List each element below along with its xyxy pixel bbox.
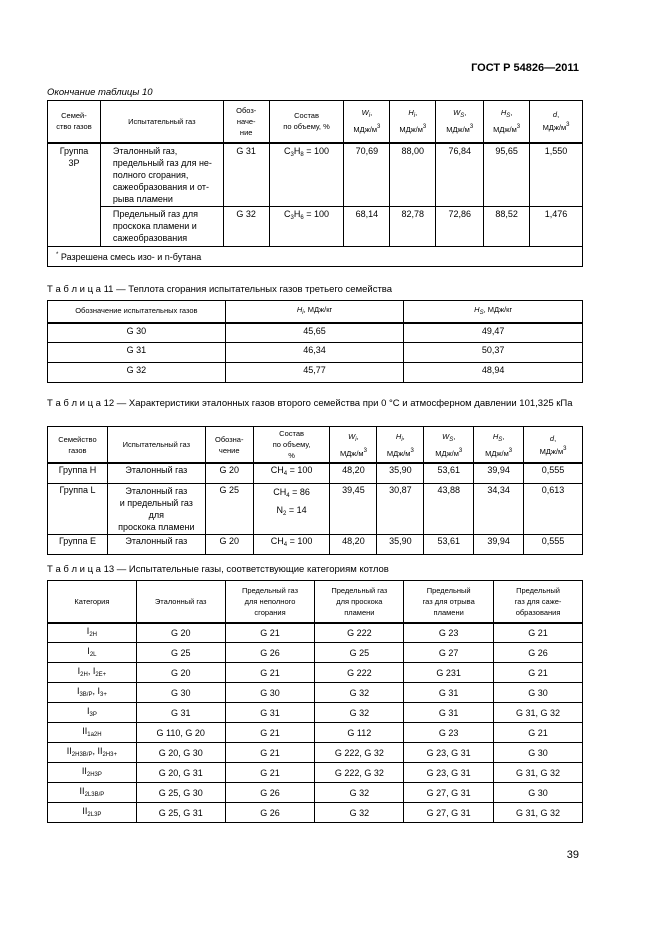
t13-ref-1: G 20 — [136, 623, 225, 643]
t10-comp-1: $C_3H_8 = 100$ — [269, 143, 344, 207]
t11-code-3: G 32 — [48, 363, 226, 383]
t12-ws-2: 43,88 — [424, 483, 474, 534]
t13-lift-10: G 27, G 31 — [404, 803, 494, 823]
t10-gas-2: Предельный газ для проскока пламени и сажеобразования — [100, 206, 223, 246]
t10-gas-1: Эталонный газ, предельный газ для не-полного сгорания, сажеобразования и от-рыва пламени — [100, 143, 223, 207]
t10-comp-2: $C_3H_6 = 100$ — [269, 206, 344, 246]
t13-ref-7: G 20, G 30 — [136, 743, 225, 763]
table-row — [48, 463, 583, 483]
t13-cat-6: $II_{1a2H}$ — [48, 723, 137, 743]
t12-d-3: 0,555 — [524, 534, 583, 554]
t13-soot-1: G 21 — [494, 623, 583, 643]
t10-header-d: d, МДж/$м^3$ — [530, 101, 583, 143]
t13-soot-2: G 26 — [494, 643, 583, 663]
t13-flash-5: G 32 — [315, 703, 404, 723]
t12-header-gas: Испытательный газ — [107, 427, 205, 464]
t11-hi-1: 45,65 — [225, 323, 404, 343]
table11 — [47, 300, 583, 383]
table13-caption: Т а б л и ц а 13 — Испытательные газы, соответствующие категориям котлов — [47, 564, 389, 575]
t13-ref-3: G 20 — [136, 663, 225, 683]
table11-caption: Т а б л и ц а 11 — Теплота сгорания испытательных газов третьего семейства — [47, 284, 393, 295]
table-row — [48, 363, 583, 383]
t12-comp-2: $CH_4 = 86$ $N_2 = 14$ — [253, 483, 330, 534]
t10-wi-2: 68,14 — [344, 206, 390, 246]
t12-header-ws: $W_S$, МДж/$м^3$ — [424, 427, 474, 464]
t13-ref-10: G 25, G 31 — [136, 803, 225, 823]
t13-flash-3: G 222 — [315, 663, 404, 683]
t13-header-lift: Предельный газ для отрыва пламени — [404, 581, 494, 623]
t13-flash-10: G 32 — [315, 803, 404, 823]
table10 — [47, 100, 583, 267]
t12-header-d: d, МДж/$м^3$ — [524, 427, 583, 464]
t13-lift-7: G 23, G 31 — [404, 743, 494, 763]
t13-soot-8: G 31, G 32 — [494, 763, 583, 783]
t13-flash-4: G 32 — [315, 683, 404, 703]
table-row — [48, 703, 583, 723]
t13-lift-5: G 31 — [404, 703, 494, 723]
t13-inc-6: G 21 — [225, 723, 315, 743]
t13-cat-4: $I_{3B/P}$, $I_{3+}$ — [48, 683, 137, 703]
t12-hs-1: 39,94 — [474, 463, 524, 483]
t11-code-2: G 31 — [48, 343, 226, 363]
table-row — [48, 723, 583, 743]
t10-header-family: Семей- ство газов — [48, 101, 101, 143]
t13-inc-4: G 30 — [225, 683, 315, 703]
t13-lift-4: G 31 — [404, 683, 494, 703]
t11-hs-1: 49,47 — [404, 323, 583, 343]
table-row — [48, 534, 583, 554]
table12 — [47, 426, 583, 555]
t12-header-code: Обозна- чение — [205, 427, 253, 464]
t13-soot-10: G 31, G 32 — [494, 803, 583, 823]
t10-ws-1: 76,84 — [436, 143, 484, 207]
t10-footnote: * Разрешена смесь изо- и n-бутана — [48, 246, 583, 266]
t11-hi-2: 46,34 — [225, 343, 404, 363]
t13-ref-4: G 30 — [136, 683, 225, 703]
t11-hi-3: 45,77 — [225, 363, 404, 383]
t12-d-1: 0,555 — [524, 463, 583, 483]
t10-header-ws: $W_S$, МДж/$м^3$ — [436, 101, 484, 143]
t13-flash-2: G 25 — [315, 643, 404, 663]
table-row — [48, 783, 583, 803]
t10-wi-1: 70,69 — [344, 143, 390, 207]
t13-ref-6: G 110, G 20 — [136, 723, 225, 743]
t12-comp-1: $CH_4 = 100$ — [253, 463, 330, 483]
t12-gas-3: Эталонный газ — [107, 534, 205, 554]
t13-inc-8: G 21 — [225, 763, 315, 783]
t13-inc-5: G 31 — [225, 703, 315, 723]
t12-header-wi: $W_i$, МДж/$м^3$ — [330, 427, 377, 464]
t13-ref-2: G 25 — [136, 643, 225, 663]
t10-code-1: G 31 — [223, 143, 269, 207]
t12-wi-3: 48,20 — [330, 534, 377, 554]
t13-soot-3: G 21 — [494, 663, 583, 683]
t13-inc-9: G 26 — [225, 783, 315, 803]
t12-comp-3: $CH_4 = 100$ — [253, 534, 330, 554]
t10-header-hi: $H_i$, МДж/$м^3$ — [390, 101, 436, 143]
table-row — [48, 143, 583, 207]
t10-family: Группа 3Р — [48, 143, 101, 247]
table-row — [48, 623, 583, 643]
t12-code-1: G 20 — [205, 463, 253, 483]
t13-cat-1: $I_{2H}$ — [48, 623, 137, 643]
t12-header-hi: $H_i$, МДж/$м^3$ — [377, 427, 424, 464]
table-row — [48, 323, 583, 343]
t13-lift-9: G 27, G 31 — [404, 783, 494, 803]
t10-header-code: Обоз- наче- ние — [223, 101, 269, 143]
t13-cat-9: $II_{2L3B/P}$ — [48, 783, 137, 803]
t13-cat-5: $I_{3P}$ — [48, 703, 137, 723]
t13-cat-3: $I_{2H}$, $I_{2E+}$ — [48, 663, 137, 683]
t10-code-2: G 32 — [223, 206, 269, 246]
t10-ws-2: 72,86 — [436, 206, 484, 246]
t13-soot-6: G 21 — [494, 723, 583, 743]
t12-hi-2: 30,87 — [377, 483, 424, 534]
t13-cat-2: $I_{2L}$ — [48, 643, 137, 663]
t13-cat-7: $II_{2H3B/P}$, $II_{2H3+}$ — [48, 743, 137, 763]
t13-lift-2: G 27 — [404, 643, 494, 663]
t13-flash-8: G 222, G 32 — [315, 763, 404, 783]
t12-family-3: Группа Е — [48, 534, 108, 554]
t12-header-comp: Состав по объему, % — [253, 427, 330, 464]
t12-header-family: Семейство газов — [48, 427, 108, 464]
table-row — [48, 683, 583, 703]
t12-wi-2: 39,45 — [330, 483, 377, 534]
t12-gas-1: Эталонный газ — [107, 463, 205, 483]
table-row — [48, 483, 583, 534]
t10-header-hs: $H_S$, МДж/$м^3$ — [484, 101, 530, 143]
t11-header-hs: $H_S$, МДж/кг — [404, 301, 583, 323]
t13-inc-10: G 26 — [225, 803, 315, 823]
page-number: 39 — [566, 849, 579, 861]
t13-lift-8: G 23, G 31 — [404, 763, 494, 783]
t13-header-soot: Предельный газ для саже- образования — [494, 581, 583, 623]
t13-cat-10: $II_{2L3P}$ — [48, 803, 137, 823]
t10-hi-2: 82,78 — [390, 206, 436, 246]
t12-ws-3: 53,61 — [424, 534, 474, 554]
t13-inc-2: G 26 — [225, 643, 315, 663]
t10-d-2: 1,476 — [530, 206, 583, 246]
t12-header-hs: $H_S$, МДж/$м^3$ — [474, 427, 524, 464]
t13-flash-9: G 32 — [315, 783, 404, 803]
t12-d-2: 0,613 — [524, 483, 583, 534]
t13-cat-8: $II_{2H3P}$ — [48, 763, 137, 783]
t13-header-flash: Предельный газ для проскока пламени — [315, 581, 404, 623]
t12-code-3: G 20 — [205, 534, 253, 554]
t10-header-gas: Испытательный газ — [100, 101, 223, 143]
t13-header-cat: Категория — [48, 581, 137, 623]
table10-caption: Окончание таблицы 10 — [47, 87, 153, 98]
t10-hi-1: 88,00 — [390, 143, 436, 207]
table-row — [48, 743, 583, 763]
t12-hi-1: 35,90 — [377, 463, 424, 483]
t10-header-comp: Состав по объему, % — [269, 101, 344, 143]
t13-lift-3: G 231 — [404, 663, 494, 683]
t12-hi-3: 35,90 — [377, 534, 424, 554]
t10-hs-2: 88,52 — [484, 206, 530, 246]
table13 — [47, 580, 583, 823]
t12-wi-1: 48,20 — [330, 463, 377, 483]
table12-caption: Т а б л и ц а 12 — Характеристики эталонных газов второго семейства при 0 °С и атмосферном давлении 101,325 кПа — [47, 398, 573, 409]
t13-inc-1: G 21 — [225, 623, 315, 643]
table-row — [48, 763, 583, 783]
t11-header-hi: $H_i$, МДж/кг — [225, 301, 404, 323]
t13-soot-5: G 31, G 32 — [494, 703, 583, 723]
standard-number: ГОСТ Р 54826—2011 — [471, 62, 579, 74]
table-row — [48, 643, 583, 663]
t12-hs-3: 39,94 — [474, 534, 524, 554]
t11-code-1: G 30 — [48, 323, 226, 343]
t13-soot-4: G 30 — [494, 683, 583, 703]
t13-inc-7: G 21 — [225, 743, 315, 763]
table-row — [48, 663, 583, 683]
table-row — [48, 206, 583, 246]
t11-hs-2: 50,37 — [404, 343, 583, 363]
t13-lift-6: G 23 — [404, 723, 494, 743]
t10-hs-1: 95,65 — [484, 143, 530, 207]
t11-hs-3: 48,94 — [404, 363, 583, 383]
t12-family-2: Группа L — [48, 483, 108, 534]
t13-inc-3: G 21 — [225, 663, 315, 683]
t13-flash-6: G 112 — [315, 723, 404, 743]
t11-header-code: Обозначение испытательных газов — [48, 301, 226, 323]
table-row — [48, 803, 583, 823]
t13-lift-1: G 23 — [404, 623, 494, 643]
t12-gas-2: Эталонный газ и предельный газ для проскока пламени — [107, 483, 205, 534]
t12-hs-2: 34,34 — [474, 483, 524, 534]
t10-d-1: 1,550 — [530, 143, 583, 207]
t13-ref-5: G 31 — [136, 703, 225, 723]
t13-ref-8: G 20, G 31 — [136, 763, 225, 783]
t13-soot-7: G 30 — [494, 743, 583, 763]
t13-flash-7: G 222, G 32 — [315, 743, 404, 763]
t12-code-2: G 25 — [205, 483, 253, 534]
t13-header-ref: Эталонный газ — [136, 581, 225, 623]
t13-header-inc: Предельный газ для неполного сгорания — [225, 581, 315, 623]
t13-flash-1: G 222 — [315, 623, 404, 643]
t10-header-wi: $W_i$, МДж/$м^3$ — [344, 101, 390, 143]
table-row — [48, 343, 583, 363]
t13-soot-9: G 30 — [494, 783, 583, 803]
t13-ref-9: G 25, G 30 — [136, 783, 225, 803]
t12-ws-1: 53,61 — [424, 463, 474, 483]
t12-family-1: Группа Н — [48, 463, 108, 483]
